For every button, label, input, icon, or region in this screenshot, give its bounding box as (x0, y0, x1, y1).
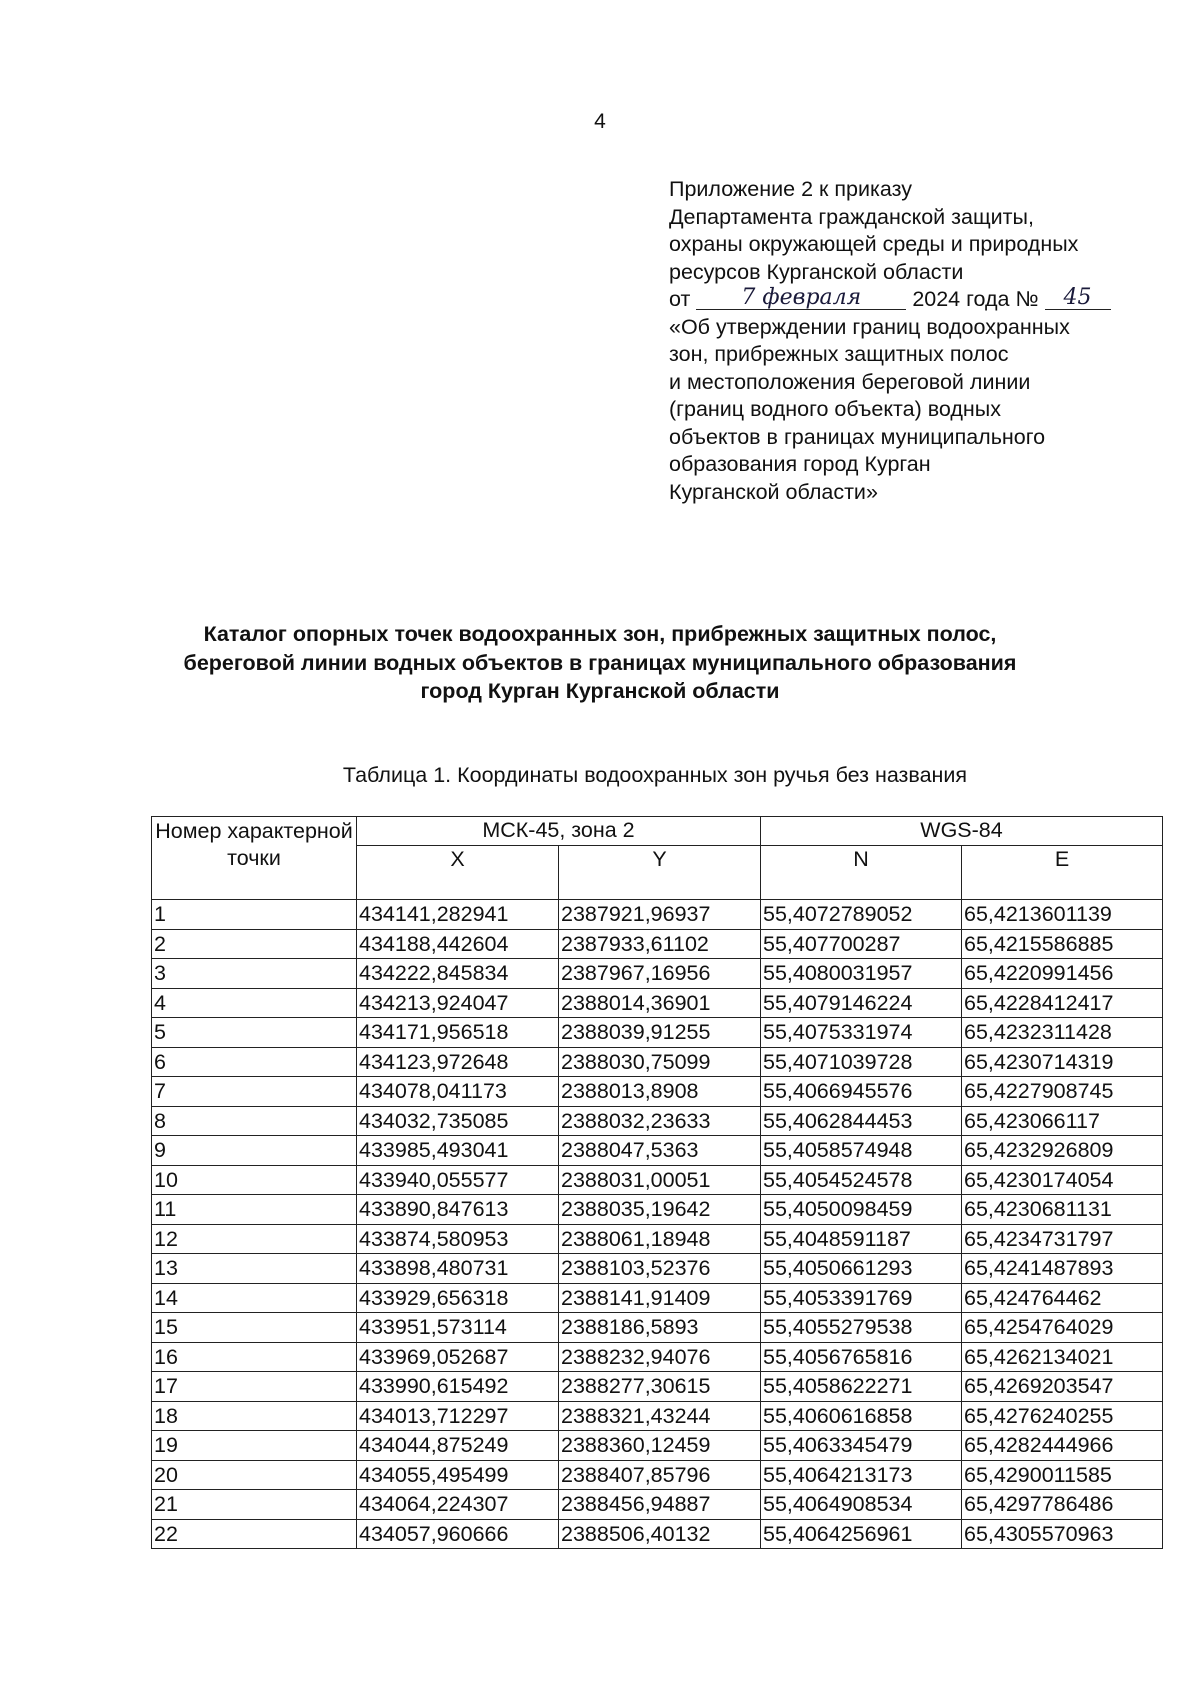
cell-point-number: 10 (152, 1165, 357, 1195)
appendix-line: Приложение 2 к приказу (669, 177, 912, 201)
cell-n: 55,4058574948 (761, 1136, 962, 1166)
cell-y: 2387933,61102 (559, 929, 761, 959)
cell-x: 433969,052687 (357, 1342, 559, 1372)
cell-y: 2388407,85796 (559, 1460, 761, 1490)
cell-point-number: 5 (152, 1018, 357, 1048)
cell-point-number: 15 (152, 1313, 357, 1343)
appendix-subject-line: «Об утверждении границ водоохранных (669, 314, 1070, 339)
cell-n: 55,4064213173 (761, 1460, 962, 1490)
table-row (152, 1018, 1163, 1048)
cell-point-number: 1 (152, 900, 357, 930)
cell-point-number: 3 (152, 959, 357, 989)
header-wgs84: WGS-84 (761, 817, 1163, 846)
table-row (152, 1283, 1163, 1313)
table-caption: Таблица 1. Координаты водоохранных зон ручья без названия (342, 763, 968, 787)
appendix-subject-line: (границ водного объекта) водных (669, 397, 1002, 421)
table-body (152, 900, 1163, 1549)
handwritten-order-number: 45 (1045, 287, 1111, 310)
cell-x: 434171,956518 (357, 1018, 559, 1048)
cell-n: 55,4058622271 (761, 1372, 962, 1402)
cell-y: 2388186,5893 (559, 1313, 761, 1343)
cell-e: 65,4232311428 (962, 1018, 1163, 1048)
cell-e: 65,4230714319 (962, 1047, 1163, 1077)
cell-y: 2388277,30615 (559, 1372, 761, 1402)
cell-e: 65,4230174054 (962, 1165, 1163, 1195)
cell-e: 65,4228412417 (962, 988, 1163, 1018)
table-row (152, 1342, 1163, 1372)
cell-e: 65,4230681131 (962, 1195, 1163, 1225)
cell-y: 2388030,75099 (559, 1047, 761, 1077)
cell-y: 2388360,12459 (559, 1431, 761, 1461)
cell-n: 55,4048591187 (761, 1224, 962, 1254)
cell-point-number: 21 (152, 1490, 357, 1520)
header-point-number: Номер характерной точки (152, 817, 357, 900)
cell-point-number: 6 (152, 1047, 357, 1077)
cell-n: 55,4062844453 (761, 1106, 962, 1136)
cell-y: 2388456,94887 (559, 1490, 761, 1520)
cell-x: 434057,960666 (357, 1519, 559, 1549)
appendix-line: охраны окружающей среды и природных (669, 232, 1079, 256)
cell-y: 2388103,52376 (559, 1254, 761, 1284)
order-date-line (669, 286, 1169, 314)
cell-y: 2388047,5363 (559, 1136, 761, 1166)
table-row (152, 988, 1163, 1018)
cell-y: 2388141,91409 (559, 1283, 761, 1313)
coordinates-table (151, 816, 1163, 1549)
cell-point-number: 8 (152, 1106, 357, 1136)
cell-x: 433890,847613 (357, 1195, 559, 1225)
cell-point-number: 4 (152, 988, 357, 1018)
cell-x: 434188,442604 (357, 929, 559, 959)
cell-n: 55,4053391769 (761, 1283, 962, 1313)
cell-e: 65,4305570963 (962, 1519, 1163, 1549)
cell-e: 65,4290011585 (962, 1460, 1163, 1490)
cell-point-number: 12 (152, 1224, 357, 1254)
table-row (152, 1431, 1163, 1461)
cell-point-number: 16 (152, 1342, 357, 1372)
table-row (152, 1136, 1163, 1166)
cell-e: 65,4262134021 (962, 1342, 1163, 1372)
cell-n: 55,4064908534 (761, 1490, 962, 1520)
cell-n: 55,4050661293 (761, 1254, 962, 1284)
cell-point-number: 9 (152, 1136, 357, 1166)
table-row (152, 1077, 1163, 1107)
cell-e: 65,423066117 (962, 1106, 1163, 1136)
header-n: N (761, 846, 962, 900)
cell-e: 65,4241487893 (962, 1254, 1163, 1284)
cell-x: 433929,656318 (357, 1283, 559, 1313)
title-line: береговой линии водных объектов в границах муниципального образования (183, 650, 1017, 675)
table-row (152, 1195, 1163, 1225)
cell-x: 433940,055577 (357, 1165, 559, 1195)
cell-e: 65,424764462 (962, 1283, 1163, 1313)
cell-point-number: 20 (152, 1460, 357, 1490)
appendix-line: ресурсов Курганской области (669, 259, 964, 284)
cell-x: 433990,615492 (357, 1372, 559, 1402)
table-row (152, 900, 1163, 930)
cell-y: 2388321,43244 (559, 1401, 761, 1431)
cell-e: 65,4220991456 (962, 959, 1163, 989)
page-number: 4 (594, 110, 606, 133)
cell-n: 55,407700287 (761, 929, 962, 959)
appendix-subject-line: объектов в границах муниципального (669, 424, 1046, 449)
cell-n: 55,4075331974 (761, 1018, 962, 1048)
cell-point-number: 17 (152, 1372, 357, 1402)
handwritten-date: 7 февраля (696, 287, 906, 310)
cell-x: 434044,875249 (357, 1431, 559, 1461)
table-row (152, 1372, 1163, 1402)
appendix-subject-line: Курганской области» (669, 479, 878, 504)
table-row (152, 959, 1163, 989)
table-row (152, 1254, 1163, 1284)
cell-e: 65,4254764029 (962, 1313, 1163, 1343)
appendix-subject-line: зон, прибрежных защитных полос (669, 342, 1009, 366)
cell-x: 434123,972648 (357, 1047, 559, 1077)
table-row (152, 1313, 1163, 1343)
order-year-text: 2024 года № (912, 287, 1039, 311)
cell-e: 65,4276240255 (962, 1401, 1163, 1431)
cell-y: 2388014,36901 (559, 988, 761, 1018)
table-row (152, 1401, 1163, 1431)
cell-y: 2388013,8908 (559, 1077, 761, 1107)
cell-n: 55,4055279538 (761, 1313, 962, 1343)
cell-x: 434013,712297 (357, 1401, 559, 1431)
cell-x: 433898,480731 (357, 1254, 559, 1284)
cell-x: 434078,041173 (357, 1077, 559, 1107)
cell-point-number: 19 (152, 1431, 357, 1461)
appendix-line: Департамента гражданской защиты, (669, 204, 1034, 229)
cell-x: 434141,282941 (357, 900, 559, 930)
cell-y: 2388031,00051 (559, 1165, 761, 1195)
header-y: Y (559, 846, 761, 900)
cell-n: 55,4079146224 (761, 988, 962, 1018)
cell-x: 434055,495499 (357, 1460, 559, 1490)
cell-x: 434064,224307 (357, 1490, 559, 1520)
cell-y: 2388039,91255 (559, 1018, 761, 1048)
cell-e: 65,4232926809 (962, 1136, 1163, 1166)
header-e: E (962, 846, 1163, 900)
cell-y: 2388232,94076 (559, 1342, 761, 1372)
date-prefix: от (669, 287, 691, 311)
cell-y: 2387921,96937 (559, 900, 761, 930)
cell-point-number: 13 (152, 1254, 357, 1284)
cell-e: 65,4297786486 (962, 1490, 1163, 1520)
table-row (152, 929, 1163, 959)
appendix-subject-line: образования город Курган (669, 452, 931, 476)
table-row (152, 1224, 1163, 1254)
cell-y: 2388032,23633 (559, 1106, 761, 1136)
appendix-subject-line: и местоположения береговой линии (669, 369, 1031, 394)
cell-x: 434222,845834 (357, 959, 559, 989)
cell-point-number: 18 (152, 1401, 357, 1431)
cell-y: 2388061,18948 (559, 1224, 761, 1254)
cell-e: 65,4213601139 (962, 900, 1163, 930)
cell-x: 434213,924047 (357, 988, 559, 1018)
cell-point-number: 14 (152, 1283, 357, 1313)
cell-point-number: 2 (152, 929, 357, 959)
cell-e: 65,4227908745 (962, 1077, 1163, 1107)
document-title (100, 620, 1100, 706)
cell-y: 2388506,40132 (559, 1519, 761, 1549)
table-row (152, 1460, 1163, 1490)
cell-point-number: 7 (152, 1077, 357, 1107)
header-x: X (357, 846, 559, 900)
title-line: Каталог опорных точек водоохранных зон, прибрежных защитных полос, (203, 622, 997, 646)
cell-n: 55,4071039728 (761, 1047, 962, 1077)
cell-n: 55,4080031957 (761, 959, 962, 989)
cell-e: 65,4234731797 (962, 1224, 1163, 1254)
cell-e: 65,4269203547 (962, 1372, 1163, 1402)
title-line: город Курган Курганской области (420, 679, 780, 703)
cell-n: 55,4072789052 (761, 900, 962, 930)
cell-x: 433985,493041 (357, 1136, 559, 1166)
table-row (152, 1490, 1163, 1520)
cell-n: 55,4066945576 (761, 1077, 962, 1107)
cell-y: 2388035,19642 (559, 1195, 761, 1225)
table-row (152, 1165, 1163, 1195)
cell-n: 55,4063345479 (761, 1431, 962, 1461)
cell-n: 55,4056765816 (761, 1342, 962, 1372)
cell-n: 55,4050098459 (761, 1195, 962, 1225)
cell-n: 55,4060616858 (761, 1401, 962, 1431)
cell-point-number: 11 (152, 1195, 357, 1225)
header-msk45: МСК-45, зона 2 (357, 817, 761, 846)
cell-y: 2387967,16956 (559, 959, 761, 989)
table-row (152, 1047, 1163, 1077)
cell-point-number: 22 (152, 1519, 357, 1549)
cell-x: 433951,573114 (357, 1313, 559, 1343)
cell-x: 433874,580953 (357, 1224, 559, 1254)
appendix-block (669, 176, 1169, 506)
cell-x: 434032,735085 (357, 1106, 559, 1136)
table-row (152, 1519, 1163, 1549)
cell-n: 55,4054524578 (761, 1165, 962, 1195)
cell-n: 55,4064256961 (761, 1519, 962, 1549)
cell-e: 65,4215586885 (962, 929, 1163, 959)
table-row (152, 1106, 1163, 1136)
cell-e: 65,4282444966 (962, 1431, 1163, 1461)
